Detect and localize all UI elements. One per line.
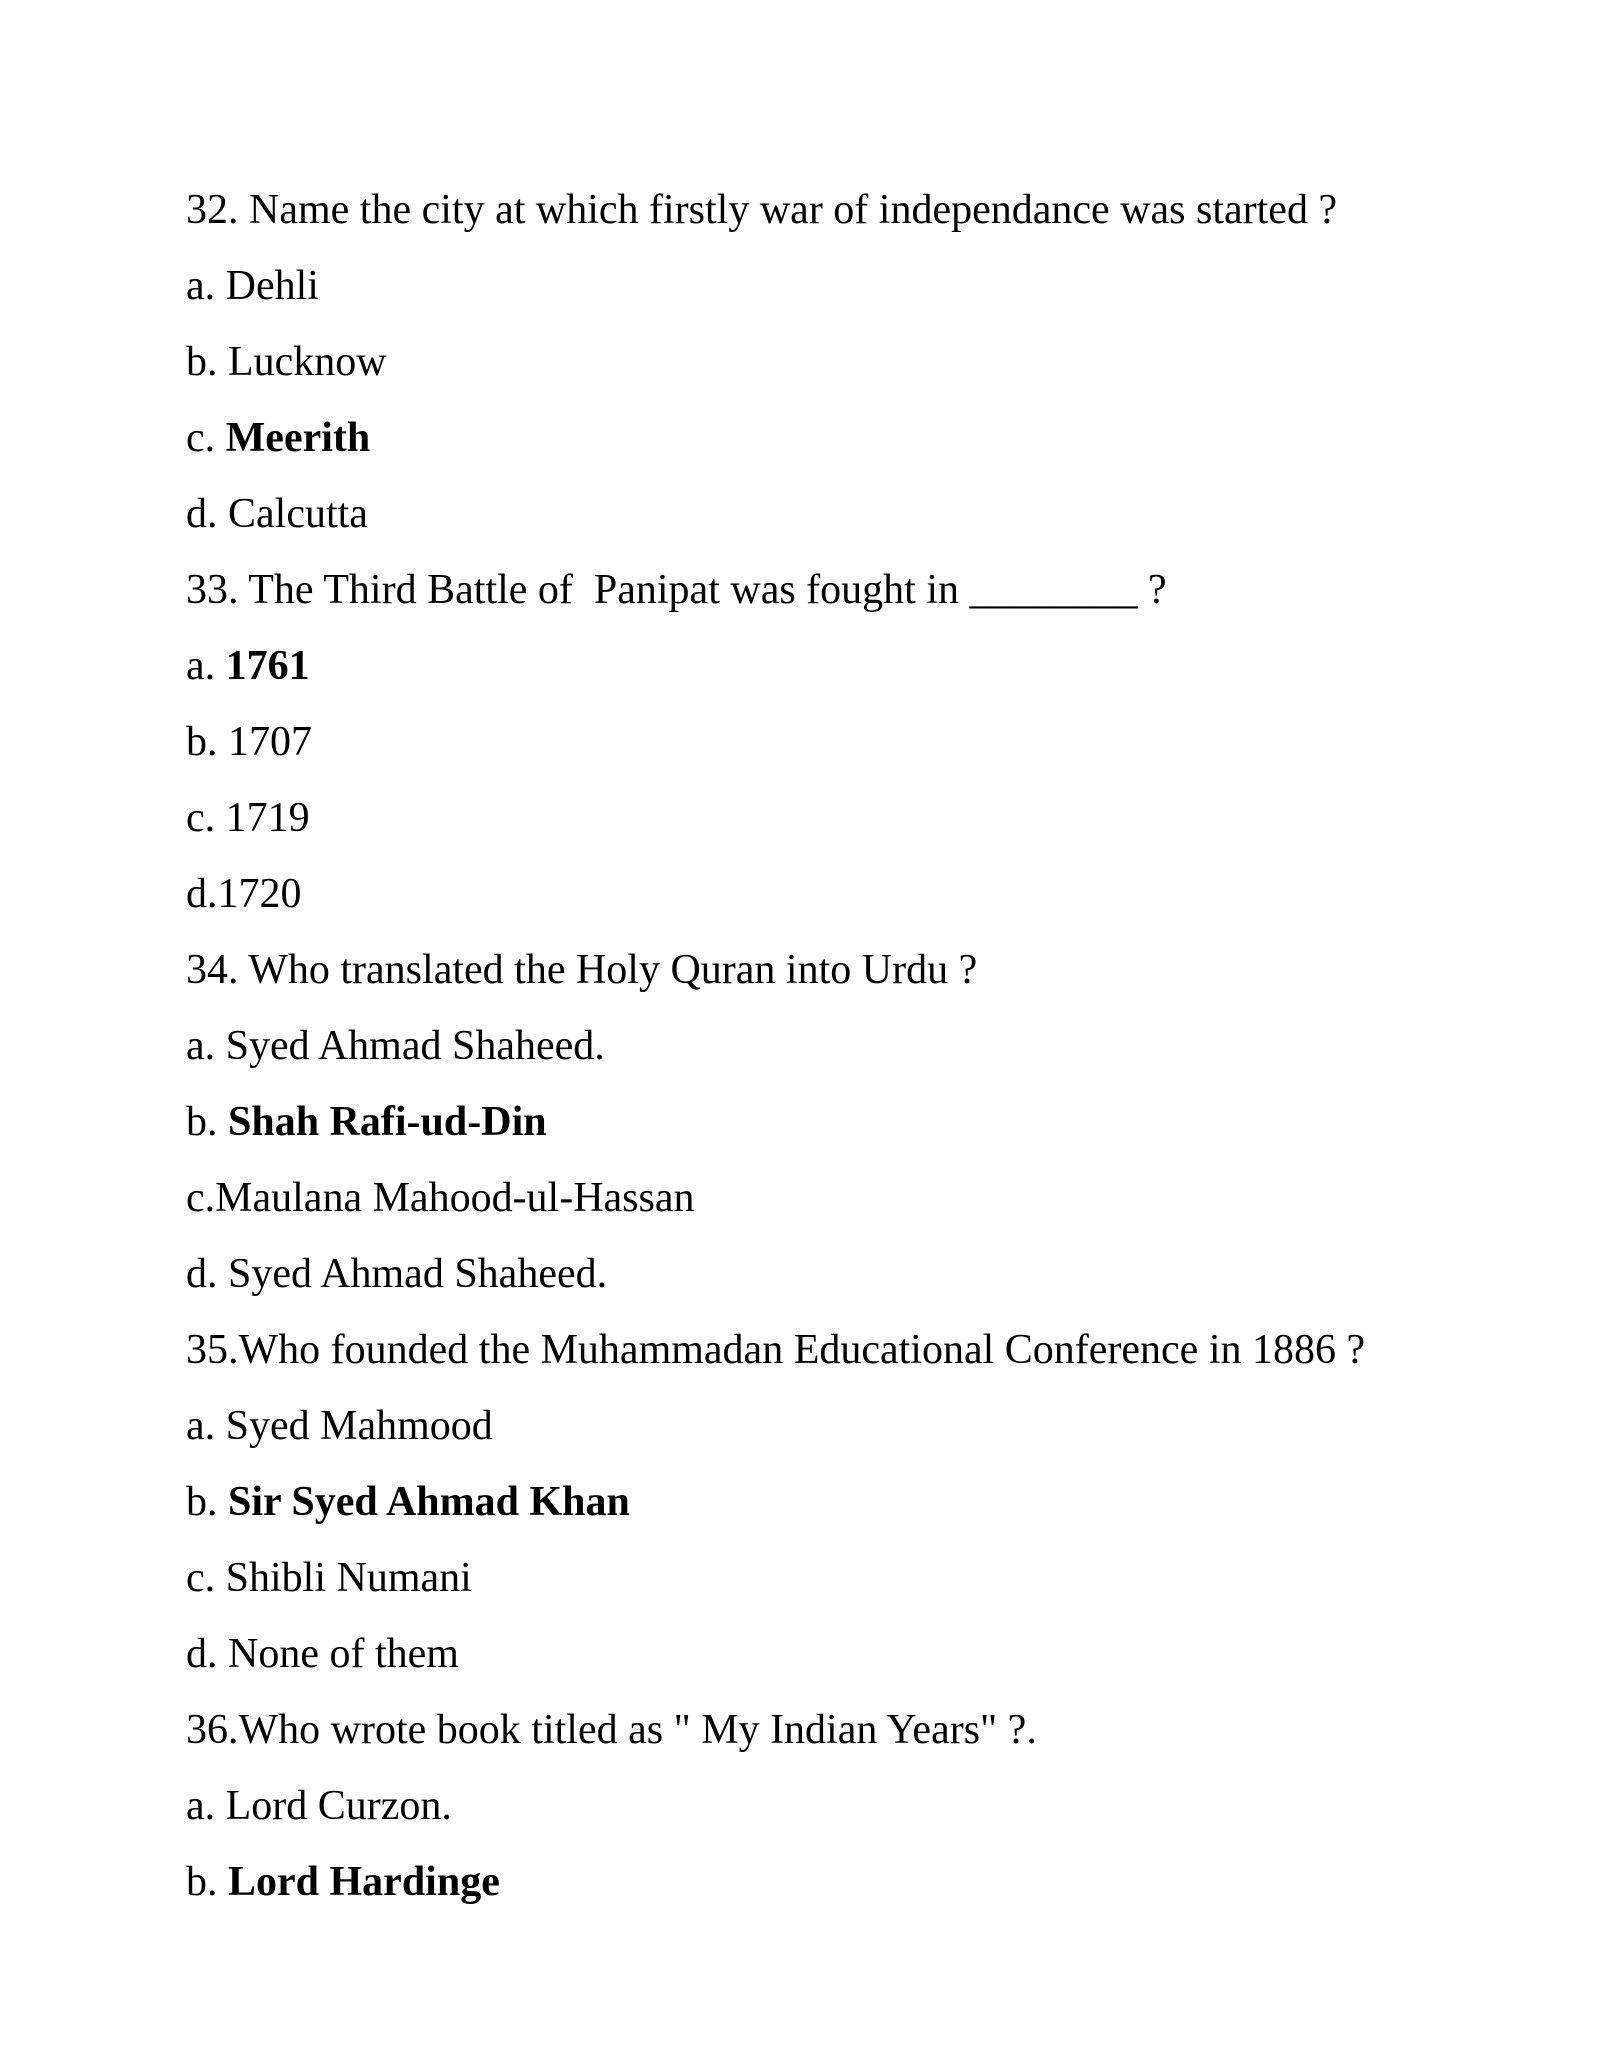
question-33 — [186, 566, 1430, 615]
option-text: b. — [186, 1479, 228, 1525]
option-32-a — [186, 262, 1430, 311]
answer-bold-text: Meerith — [225, 415, 371, 461]
option-text: a. Syed Ahmad Shaheed. — [186, 1023, 605, 1069]
option-text: b. 1707 — [186, 719, 312, 765]
option-34-a — [186, 1022, 1430, 1071]
question-34 — [186, 946, 1430, 995]
question-32 — [186, 186, 1430, 235]
question-text: 33. The Third Battle of Panipat was fought in ________ ? — [186, 567, 1167, 613]
option-text: b. — [186, 1859, 228, 1905]
option-text: b. Lucknow — [186, 339, 387, 385]
option-33-c — [186, 794, 1430, 843]
question-35 — [186, 1326, 1430, 1375]
option-text: c. — [186, 415, 226, 461]
option-text: d. Calcutta — [186, 491, 368, 537]
option-32-b — [186, 338, 1430, 387]
option-text: a. Syed Mahmood — [186, 1403, 493, 1449]
option-text: d. None of them — [186, 1631, 459, 1677]
option-34-d — [186, 1250, 1430, 1299]
option-text: a. — [186, 643, 226, 689]
option-32-c — [186, 414, 1430, 463]
option-35-c — [186, 1554, 1430, 1603]
option-34-b — [186, 1098, 1430, 1147]
option-36-a — [186, 1782, 1430, 1831]
question-36 — [186, 1706, 1430, 1755]
option-33-b — [186, 718, 1430, 767]
question-text: 32. Name the city at which firstly war of independance was started ? — [186, 187, 1338, 233]
option-text: d.1720 — [186, 871, 302, 917]
question-text: 34. Who translated the Holy Quran into Urdu ? — [186, 947, 978, 993]
option-text: c.Maulana Mahood-ul-Hassan — [186, 1175, 695, 1221]
answer-bold-text: Lord Hardinge — [228, 1859, 500, 1905]
option-33-d — [186, 870, 1430, 919]
question-text: 36.Who wrote book titled as " My Indian Years" ?. — [186, 1707, 1037, 1753]
option-text: a. Lord Curzon. — [186, 1783, 452, 1829]
option-text: a. Dehli — [186, 263, 319, 309]
option-text: b. — [186, 1099, 228, 1145]
answer-bold-text: Shah Rafi-ud-Din — [228, 1099, 547, 1145]
option-text: c. 1719 — [186, 795, 310, 841]
answer-bold-text: Sir Syed Ahmad Khan — [228, 1479, 630, 1525]
option-35-a — [186, 1402, 1430, 1451]
option-32-d — [186, 490, 1430, 539]
option-text: d. Syed Ahmad Shaheed. — [186, 1251, 608, 1297]
option-36-b — [186, 1858, 1430, 1907]
option-33-a — [186, 642, 1430, 691]
answer-bold-text: 1761 — [225, 643, 310, 689]
option-34-c — [186, 1174, 1430, 1223]
option-35-d — [186, 1630, 1430, 1679]
question-text: 35.Who founded the Muhammadan Educational Conference in 1886 ? — [186, 1327, 1366, 1373]
option-text: c. Shibli Numani — [186, 1555, 472, 1601]
option-35-b — [186, 1478, 1430, 1527]
